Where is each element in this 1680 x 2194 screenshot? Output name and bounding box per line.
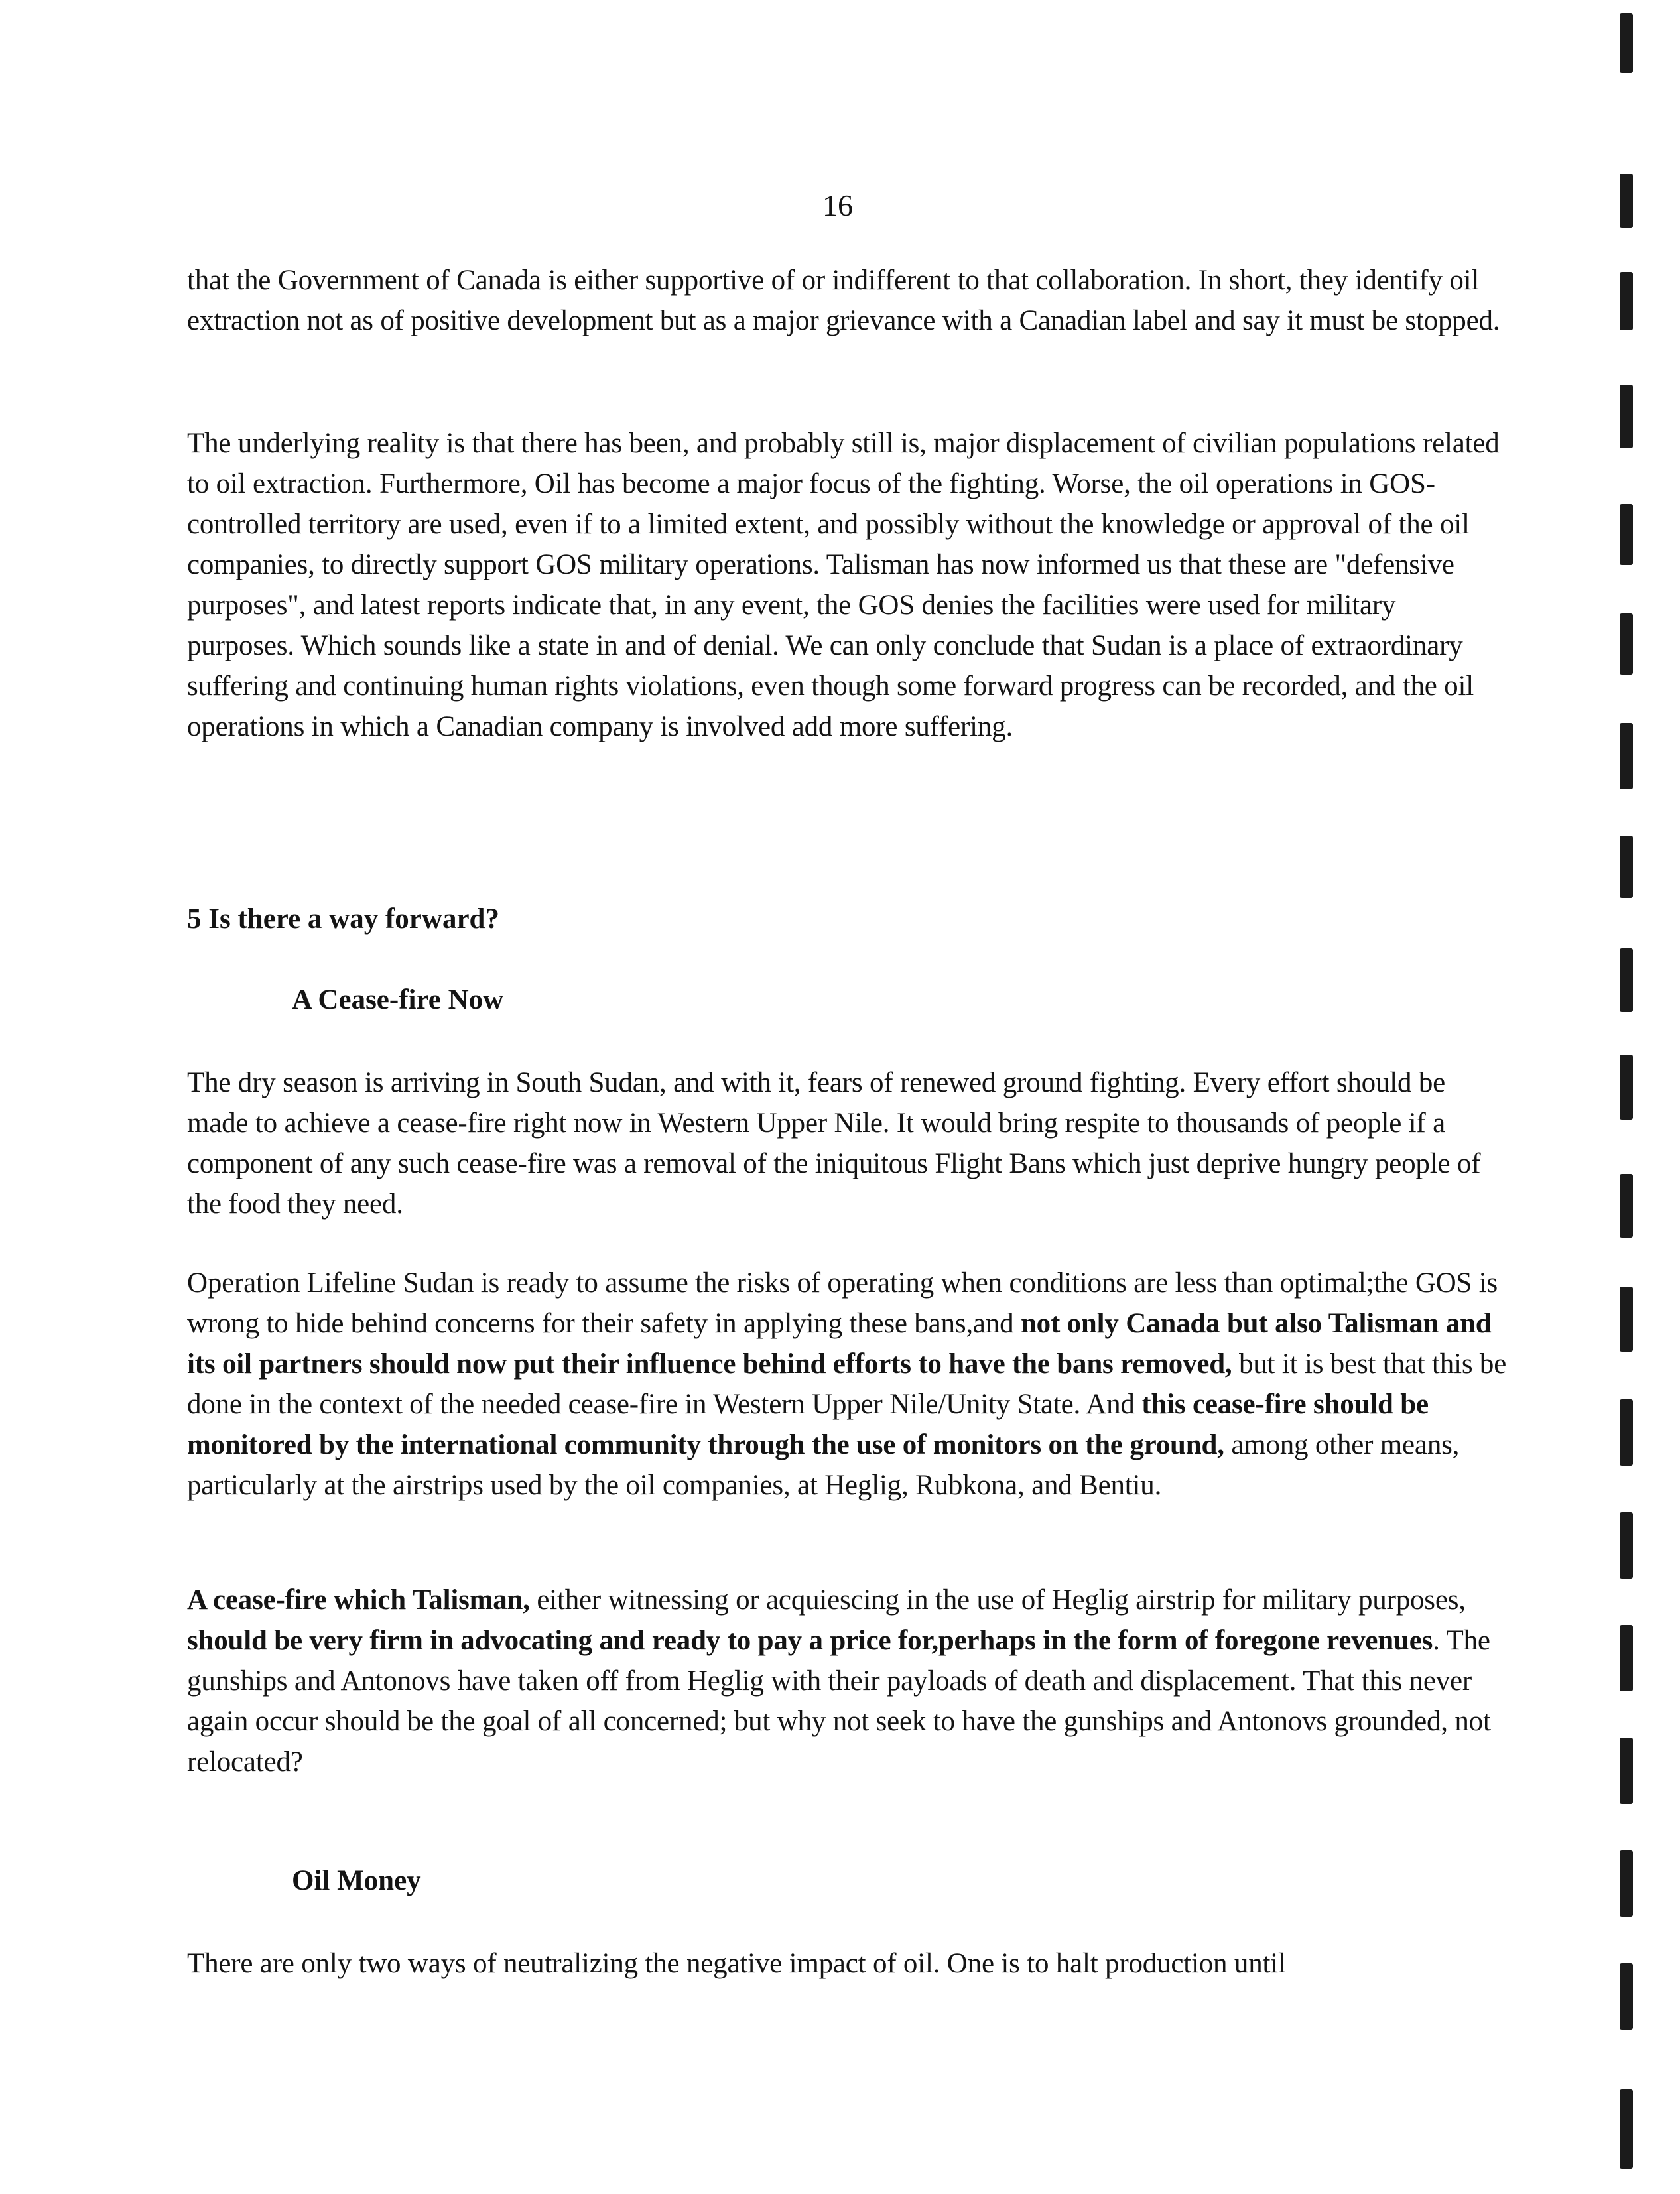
binding-mark [1620, 504, 1633, 565]
binding-mark [1620, 1963, 1633, 2030]
binding-mark [1620, 723, 1633, 789]
binding-mark [1620, 13, 1633, 73]
binding-mark [1620, 613, 1633, 675]
binding-mark [1620, 1174, 1633, 1238]
paragraph-5-bold-1: A cease-fire which Talisman, [187, 1584, 530, 1616]
binding-mark [1620, 272, 1633, 330]
paragraph-4-text-1: Operation Lifeline Sudan is ready to assume the risks of operating when conditions are less than optimal;the GOS is wrong to hide behind concerns for their safety in applying these bans,and [187, 1267, 1498, 1339]
binding-mark [1620, 1055, 1633, 1120]
paragraph-1: that the Government of Canada is either supportive of or indifferent to that collaboration. In short, they identify oil extraction not as of positive development but as a major grievance with a Canadian label and say it must be stopped. [187, 265, 1500, 336]
binding-mark [1620, 1850, 1633, 1917]
section-heading-5: 5 Is there a way forward? [187, 903, 499, 935]
binding-mark [1620, 385, 1633, 448]
binding-mark [1620, 1738, 1633, 1804]
binding-hole-marks [1605, 0, 1680, 2194]
binding-mark [1620, 174, 1633, 228]
binding-mark [1620, 1512, 1633, 1579]
binding-mark [1620, 836, 1633, 898]
paragraph-5-text-2: . The gunships and Antonovs have taken off from Heglig with their payloads of death and displacement. That this never again occur should be the goal of all concerned; but why not seek to have the gunships and Antonovs grounded, not relocated? [187, 1625, 1491, 1777]
paragraph-6: There are only two ways of neutralizing the negative impact of oil. One is to halt production until [187, 1948, 1286, 1979]
page-number: 16 [822, 188, 853, 222]
binding-mark [1620, 1287, 1633, 1352]
paragraph-2: The underlying reality is that there has been, and probably still is, major displacement of civilian populations related to oil extraction. Furthermore, Oil has become a major focus of the fighting. Worse, the oil operations in GOS-controlled territory are used, even if to a limited extent, and possibly without the knowledge or approval of the oil companies, to directly support GOS military operations. Talisman has now informed us that these are "defensive purposes", and latest reports indicate that, in any event, the GOS denies the facilities were used for military purposes. Which sounds like a state in and of denial. We can only conclude that Sudan is a place of extraordinary suffering and continuing human rights violations, even though some forward progress can be recorded, and the oil operations in which a Canadian company is involved add more suffering. [187, 428, 1500, 742]
binding-mark [1620, 1625, 1633, 1691]
paragraph-4-bold-1: not only Canada but also Talisman and its oil partners should now put their influence behind efforts to have the bans removed, [187, 1308, 1492, 1380]
paragraph-3: The dry season is arriving in South Sudan, and with it, fears of renewed ground fighting. Every effort should be made to achieve a cease-fire right now in Western Upper Nile. It would bring respite to thousands of people if a component of any such cease-fire was a removal of the iniquitous Flight Bans which just deprive hungry people of the food they need. [187, 1067, 1481, 1220]
subheading-oil-money: Oil Money [292, 1865, 421, 1896]
binding-mark [1620, 2089, 1633, 2169]
binding-mark [1620, 948, 1633, 1012]
paragraph-5 [187, 1580, 1508, 1782]
paragraph-4-text-3: among other means, particularly at the airstrips used by the oil companies, at Heglig, Rubkona, and Bentiu. [187, 1429, 1460, 1501]
paragraph-4-text-2: but it is best that this be done in the context of the needed cease-fire in Western Upper Nile/Unity State. And [187, 1348, 1507, 1420]
paragraph-4 [187, 1263, 1508, 1506]
subheading-cease-fire: A Cease-fire Now [292, 984, 504, 1015]
paragraph-5-text-1: either witnessing or acquiescing in the use of Heglig airstrip for military purposes, [529, 1584, 1466, 1616]
binding-mark [1620, 1399, 1633, 1466]
paragraph-5-bold-2: should be very firm in advocating and ready to pay a price for,perhaps in the form of foregone revenues [187, 1625, 1433, 1656]
paragraph-4-bold-2: this cease-fire should be monitored by the international community through the use of monitors on the ground, [187, 1389, 1429, 1460]
